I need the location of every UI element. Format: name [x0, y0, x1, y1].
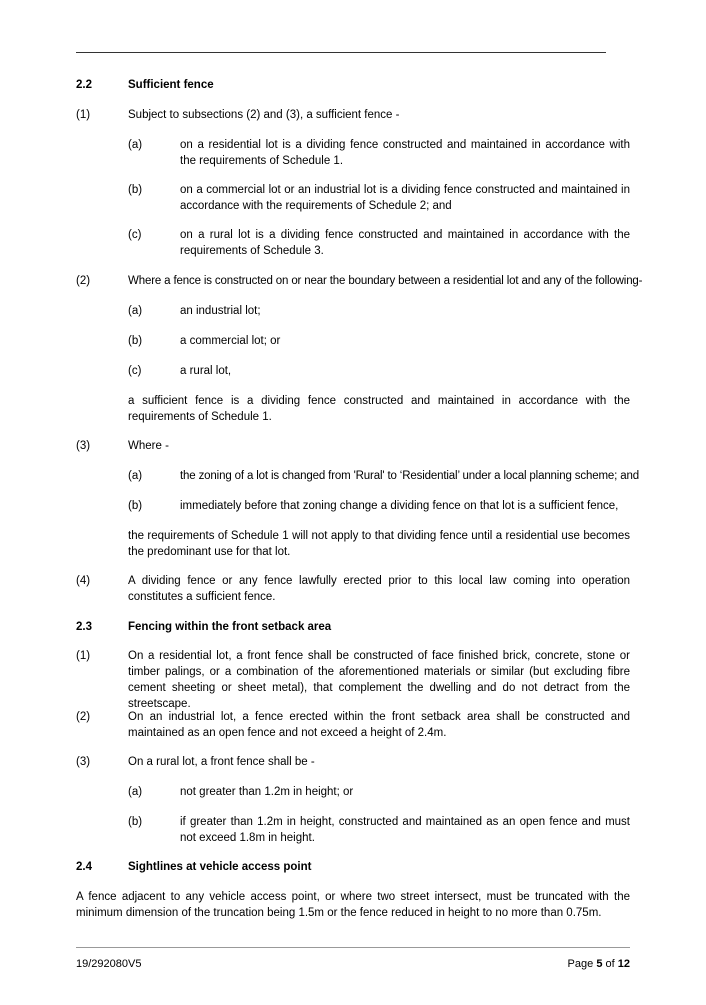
subclause-text: on a residential lot is a dividing fence constructed and maintained in accordance with the requirements of Schedule 1.: [180, 139, 630, 167]
clause-number: (1): [76, 109, 91, 121]
document-id: 19/292080V5: [76, 958, 142, 970]
subclause-text: on a rural lot is a dividing fence constructed and maintained in accordance with the requirements of Schedule 3.: [180, 229, 630, 257]
section-text-2-4: A fence adjacent to any vehicle access point, or where two street intersect, must be truncated with the minimum dimension of the truncation being 1.5m or the fence reduced in height to no more than 0.75m.: [76, 891, 630, 919]
subclause-label: (b): [128, 816, 143, 828]
page-current: 5: [596, 958, 603, 970]
subclause-label: (b): [128, 335, 143, 347]
clause-text: Where -: [128, 440, 169, 452]
clause-number: (2): [76, 711, 91, 723]
clause-number: (3): [76, 756, 91, 768]
clause-continuation: a sufficient fence is a dividing fence constructed and maintained in accordance with the requirements of Schedule 1.: [128, 395, 630, 423]
page-indicator: [568, 958, 630, 970]
subclause-text: not greater than 1.2m in height; or: [180, 786, 354, 798]
clause-text: On a residential lot, a front fence shall be constructed of face finished brick, concrete, stone or timber palings, or a combination of the aforementioned materials or similar (but excluding fibre cement sheeting or sheet metal), that complement the dwelling and do not detract from the streetscape.: [128, 650, 630, 710]
section-number-2-3: 2.3: [76, 621, 92, 633]
subclause-text: an industrial lot;: [180, 305, 261, 317]
subclause-label: (a): [128, 139, 143, 151]
clause-text: Where a fence is constructed on or near the boundary between a residential lot and any of the following-: [128, 275, 643, 287]
clause-text: On a rural lot, a front fence shall be -: [128, 756, 315, 768]
subclause-text: immediately before that zoning change a dividing fence on that lot is a sufficient fence,: [180, 500, 619, 512]
clause-continuation: the requirements of Schedule 1 will not apply to that dividing fence until a residential use becomes the predominant use for that lot.: [128, 530, 630, 558]
clause-number: (3): [76, 440, 91, 452]
clause-number: (1): [76, 650, 91, 662]
section-title-2-2: Sufficient fence: [128, 79, 214, 91]
clause-number: (4): [76, 575, 91, 587]
section-title-2-3: Fencing within the front setback area: [128, 621, 332, 633]
subclause-label: (a): [128, 786, 143, 798]
section-title-2-4: Sightlines at vehicle access point: [128, 861, 312, 873]
subclause-label: (b): [128, 500, 143, 512]
page-prefix: Page: [567, 958, 594, 970]
clause-number: (2): [76, 275, 91, 287]
subclause-text: if greater than 1.2m in height, constructed and maintained as an open fence and must not exceed 1.8m in height.: [180, 816, 630, 844]
subclause-label: (a): [128, 305, 143, 317]
clause-text: Subject to subsections (2) and (3), a sufficient fence -: [128, 109, 400, 121]
subclause-label: (c): [128, 229, 142, 241]
section-number-2-2: 2.2: [76, 79, 92, 91]
subclause-text: the zoning of a lot is changed from 'Rural' to ‘Residential’ under a local planning scheme; and: [180, 470, 639, 482]
subclause-text: a rural lot,: [180, 365, 232, 377]
section-number-2-4: 2.4: [76, 861, 92, 873]
clause-text: A dividing fence or any fence lawfully erected prior to this local law coming into operation constitutes a sufficient fence.: [128, 575, 630, 603]
subclause-text: on a commercial lot or an industrial lot is a dividing fence constructed and maintained in accordance with the requirements of Schedule 2; and: [180, 184, 630, 212]
page-total: 12: [617, 958, 630, 970]
header-rule: [76, 52, 606, 53]
subclause-label: (b): [128, 184, 143, 196]
page-of: of: [605, 958, 615, 970]
subclause-label: (c): [128, 365, 142, 377]
footer-rule: [76, 947, 630, 948]
subclause-text: a commercial lot; or: [180, 335, 281, 347]
clause-text: On an industrial lot, a fence erected within the front setback area shall be constructed and maintained as an open fence and not exceed a height of 2.4m.: [128, 711, 630, 739]
subclause-label: (a): [128, 470, 143, 482]
